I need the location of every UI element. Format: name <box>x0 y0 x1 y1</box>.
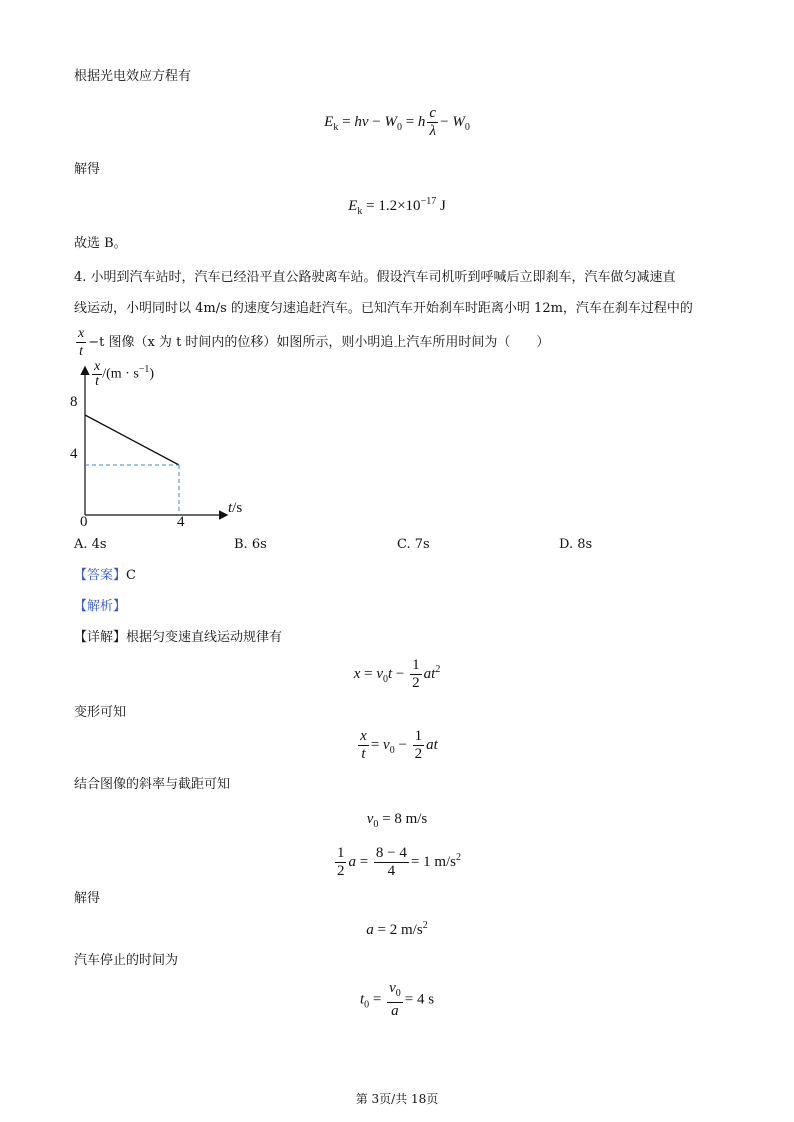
answer-line <box>74 566 136 586</box>
half-a-value: = 1 m/s <box>410 853 457 870</box>
choose-b-text: 故选 B。 <box>74 236 127 251</box>
option-b: B. 6s <box>234 537 267 552</box>
v0-value: 8 m/s <box>394 811 428 827</box>
x-tick-4: 4 <box>177 514 185 530</box>
stop-time-text: 汽车停止的时间为 <box>74 953 179 968</box>
deform-text: 变形可知 <box>74 705 127 720</box>
ek-unit: J <box>436 198 446 214</box>
t0-value: = 4 s <box>404 991 435 1008</box>
velocity-graph <box>68 360 248 535</box>
option-a: A. 4s <box>74 537 107 552</box>
answer-tag: 【答案】 <box>74 568 127 583</box>
answer-value: C <box>126 568 136 583</box>
ek-exponent: −17 <box>420 196 437 207</box>
analysis-line <box>74 597 126 617</box>
y-axis-unit: /(m · s <box>102 366 139 382</box>
average-velocity-equation: $\frac{x}{t}$ = $v_0$ − $\frac{1}{2}$ at <box>360 728 438 762</box>
v0-equation: $v_0 = 8$ m/s <box>366 811 428 830</box>
question-4-line-3: $\frac{x}{t}$ −t 图像（x 为 t 时间内的位移）如图所示，则小明追上汽车所用时间为（ ） <box>78 326 550 359</box>
y-tick-8: 8 <box>70 394 78 410</box>
y-axis-unit-exp: −1 <box>138 364 150 376</box>
page-number: 第 3页/共 18页 <box>355 1092 439 1106</box>
half-a-equation: $\frac{1}{2}$ a = $\frac{8 - 4}{4}$ = 1 $m/s^2$ <box>336 845 462 879</box>
x-axis-unit: /s <box>232 500 243 516</box>
question-4-line-1: 4. 小明到汽车站时，汽车已经沿平直公路驶离车站。假设汽车司机听到呼喊后立即刹车，汽车做匀减速直 <box>74 270 676 285</box>
ek-result-equation: $E_k = 1.2\times 10^{-17}$ J <box>348 196 446 217</box>
y-tick-4: 4 <box>70 446 78 462</box>
ek-value: 1.2×10 <box>378 198 421 214</box>
data-line <box>85 415 179 465</box>
x-axis-var: t <box>228 500 233 516</box>
question-4-line-3-text: −t 图像（x 为 t 时间内的位移）如图所示，则小明追上汽车所用时间为（ ） <box>88 335 550 350</box>
solve-label-1: 解得 <box>74 162 101 177</box>
a-equation: a = 2 $m/s^2$ <box>366 920 428 938</box>
stop-time-equation: $t_0$ = $\frac{v_0}{a}$ = 4 s <box>359 980 435 1019</box>
solve-label-2: 解得 <box>74 891 101 906</box>
origin-label: 0 <box>80 514 88 530</box>
combine-text: 结合图像的斜率与截距可知 <box>74 777 231 792</box>
detail-line <box>74 628 282 648</box>
detail-text: 根据匀变速直线运动规律有 <box>126 630 283 645</box>
displacement-equation: $x = v_0t$ − $\frac{1}{2}$ $at^2$ <box>353 657 441 691</box>
y-axis-label: $\frac{x}{t}$ $/(m \cdot s^{-1})$ <box>94 359 155 389</box>
option-c: C. 7s <box>397 537 430 552</box>
question-4-line-2: 线运动，小明同时以 4m/s 的速度匀速追赶汽车。已知汽车开始刹车时距离小明 12m，汽车在刹车过程中的 <box>74 301 693 316</box>
x-axis-label <box>228 500 242 517</box>
detail-tag: 【详解】 <box>74 630 127 645</box>
a-value: = 2 m/s <box>377 922 423 938</box>
photoelectric-equation: $E_k = h\nu - W_0 = h$ $\frac{c}{\lambda}$ − $W_0$ <box>324 105 470 139</box>
analysis-tag: 【解析】 <box>74 599 127 614</box>
intro-text: 根据光电效应方程有 <box>74 69 192 84</box>
option-d: D. 8s <box>559 537 593 552</box>
